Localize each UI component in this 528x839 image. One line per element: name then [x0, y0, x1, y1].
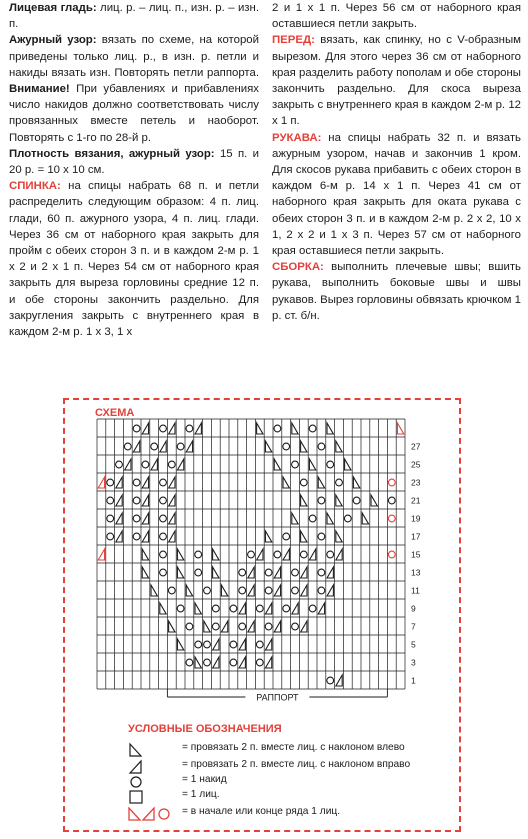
row-number-label: 13 [411, 567, 421, 578]
legend-title: УСЛОВНЫЕ ОБОЗНАЧЕНИЯ [128, 723, 282, 735]
edge-decrease-symbol [98, 477, 104, 488]
right-slant-decrease-symbol [142, 567, 148, 578]
yarn-over-symbol [168, 587, 175, 594]
row-number-label: 19 [411, 513, 421, 524]
right-slant-decrease-symbol [265, 531, 271, 542]
yarn-over-symbol [186, 623, 193, 630]
legend-text-knit: = 1 лиц. [182, 789, 220, 800]
yarn-over-symbol [256, 605, 263, 612]
heading-lace-pattern: Ажурный узор: [9, 34, 97, 47]
paragraph-back [9, 178, 259, 340]
row-number-label: 25 [411, 459, 421, 470]
left-slant-decrease-symbol [142, 531, 148, 542]
yarn-over-symbol [283, 605, 290, 612]
paragraph-front [272, 32, 521, 129]
right-slant-decrease-symbol [292, 423, 298, 434]
right-slant-decrease-symbol [345, 459, 351, 470]
left-slant-decrease-symbol [186, 441, 192, 452]
yarn-over-symbol [239, 623, 246, 630]
yarn-over-symbol [309, 515, 316, 522]
left-slant-decrease-symbol [169, 531, 175, 542]
left-slant-decrease-symbol [133, 441, 139, 452]
yarn-over-symbol [300, 551, 307, 558]
right-slant-decrease-symbol [274, 459, 280, 470]
paragraph-assembly [272, 259, 521, 324]
yarn-over-symbol [195, 551, 202, 558]
left-slant-decrease-symbol [239, 603, 245, 614]
legend-text-yarn-over: = 1 накид [182, 774, 227, 785]
left-slant-decrease-symbol [169, 495, 175, 506]
yarn-over-symbol [186, 425, 193, 432]
right-slant-decrease-symbol [301, 441, 307, 452]
yarn-over-symbol [107, 479, 114, 486]
text-gauge: 15 п. и 20 р. = 10 х 10 см. [9, 147, 259, 177]
right-slant-decrease-symbol [327, 513, 333, 524]
right-slant-decrease-symbol [301, 531, 307, 542]
yarn-over-symbol [204, 659, 211, 666]
yarn-over-symbol [212, 605, 219, 612]
yarn-over-symbol [160, 497, 167, 504]
yarn-over-symbol [292, 623, 299, 630]
yarn-over-symbol [151, 443, 158, 450]
left-slant-decrease-symbol [248, 585, 254, 596]
row-number-label: 23 [411, 477, 421, 488]
yarn-over-symbol [283, 443, 290, 450]
left-slant-decrease-icon [128, 758, 178, 774]
right-slant-decrease-symbol [336, 495, 342, 506]
right-slant-decrease-symbol [336, 531, 342, 542]
text-front: вязать, как спинку, но с V-образным вырезом. Для этого через 36 см от наборного края разделить работу пополам и обе стороны закончить раздельно. Для скоса выреза закрыть с внутреннего края в каждом 2-м р. 12 х 1 п. [272, 34, 521, 128]
warning-label: Внимание! [9, 83, 70, 96]
yarn-over-symbol [195, 569, 202, 576]
legend-text-left-slant: = провязать 2 п. вместе лиц. с наклоном вправо [182, 759, 411, 770]
yarn-over-symbol [239, 587, 246, 594]
legend-text-right-slant: = провязать 2 п. вместе лиц. с наклоном влево [182, 742, 405, 753]
right-slant-decrease-symbol [151, 585, 157, 596]
row-number-label: 1 [411, 675, 416, 686]
right-slant-decrease-symbol [318, 477, 324, 488]
left-slant-decrease-symbol [142, 477, 148, 488]
left-slant-decrease-symbol [169, 477, 175, 488]
left-text-column [9, 0, 259, 340]
yarn-over-symbol [107, 515, 114, 522]
yarn-over-symbol [318, 569, 325, 576]
left-slant-decrease-symbol [301, 585, 307, 596]
text-lace-warning: При убавлениях и прибавлениях число накидов должно соответствовать числу провязанных вместе петель и наоборот. Повторять с 1-го по 28-й р. [9, 83, 259, 144]
yarn-over-symbol [204, 587, 211, 594]
left-slant-decrease-symbol [292, 603, 298, 614]
right-slant-decrease-symbol [257, 423, 263, 434]
left-slant-decrease-symbol [265, 639, 271, 650]
legend-text-edge: = в начале или конце ряда 1 лиц. [182, 806, 341, 817]
heading-front: ПЕРЕД: [272, 34, 315, 47]
yarn-over-symbol [107, 497, 114, 504]
scheme-title: СХЕМА [95, 407, 135, 419]
text-stockinette: лиц. р. – лиц. п., изн. р. – изн. п. [9, 2, 259, 31]
right-slant-decrease-symbol [160, 603, 166, 614]
yarn-over-symbol [256, 659, 263, 666]
left-slant-decrease-symbol [318, 603, 324, 614]
left-slant-decrease-symbol [274, 621, 280, 632]
yarn-over-symbol [133, 479, 140, 486]
right-slant-decrease-symbol [371, 495, 377, 506]
right-slant-decrease-symbol [142, 549, 148, 560]
yarn-over-symbol [353, 497, 360, 504]
left-slant-decrease-symbol [239, 657, 245, 668]
heading-back: СПИНКА: [9, 180, 61, 193]
yarn-over-symbol [230, 641, 237, 648]
heading-assembly: СБОРКА: [272, 261, 324, 274]
left-slant-decrease-symbol [239, 639, 245, 650]
yarn-over-symbol [168, 461, 175, 468]
yarn-over-symbol [160, 533, 167, 540]
yarn-over-symbol [274, 551, 281, 558]
right-slant-decrease-symbol [213, 549, 219, 560]
left-slant-decrease-symbol [195, 423, 201, 434]
yarn-over-symbol [309, 425, 316, 432]
yarn-over-symbol [327, 551, 334, 558]
right-slant-decrease-symbol [221, 585, 227, 596]
edge-decrease-symbol [397, 423, 403, 434]
yarn-over-symbol [160, 569, 167, 576]
right-slant-decrease-symbol [301, 495, 307, 506]
left-slant-decrease-symbol [142, 513, 148, 524]
yarn-over-symbol [318, 497, 325, 504]
yarn-over-symbol [292, 461, 299, 468]
yarn-over-symbol [265, 623, 272, 630]
edge-yarn-over-symbol [388, 515, 395, 522]
left-slant-decrease-symbol [283, 549, 289, 560]
yarn-over-symbol [265, 587, 272, 594]
right-slant-decrease-symbol [204, 621, 210, 632]
left-slant-decrease-symbol [221, 621, 227, 632]
text-back-continued: 2 и 1 х 1 п. Через 56 см от наборного края оставшиеся петли закрыть. [272, 2, 521, 31]
yarn-over-symbol [160, 515, 167, 522]
right-slant-decrease-symbol [327, 423, 333, 434]
yarn-over-symbol [160, 479, 167, 486]
left-slant-decrease-symbol [169, 513, 175, 524]
text-lace-pattern: вязать по схеме, на которой приведены только лиц. р., в изн. р. петли и накиды вязать изн. Повторять петли раппорта. [9, 34, 259, 79]
yarn-over-symbol [160, 551, 167, 558]
yarn-over-symbol [265, 569, 272, 576]
left-slant-decrease-symbol [301, 621, 307, 632]
paragraph-gauge [9, 146, 259, 178]
rapport-label: РАППОРТ [256, 692, 299, 703]
left-slant-decrease-symbol [116, 531, 122, 542]
row-number-label: 15 [411, 549, 421, 560]
yarn-over-symbol [256, 641, 263, 648]
yarn-over-symbol [292, 587, 299, 594]
heading-sleeves: РУКАВА: [272, 131, 322, 144]
left-slant-decrease-symbol [257, 549, 263, 560]
edge-yarn-over-symbol [388, 551, 395, 558]
paragraph-stockinette [9, 0, 259, 32]
yarn-over-symbol [327, 677, 334, 684]
yarn-over-symbol [239, 569, 246, 576]
edge-yarn-over-symbol [388, 479, 395, 486]
yarn-over-symbol [195, 641, 202, 648]
yarn-over-symbol [388, 497, 395, 504]
left-slant-decrease-symbol [116, 513, 122, 524]
yarn-over-symbol [204, 641, 211, 648]
heading-gauge: Плотность вязания, ажурный узор: [9, 147, 215, 160]
left-slant-decrease-symbol [177, 459, 183, 470]
yarn-over-symbol [124, 443, 131, 450]
text-back: на спицы набрать 68 п. и петли распределить следующим образом: 4 п. лиц. глади, 60 п. ажурного узора, 4 п. лиц. глади. Через 36 см от наборного края закрыть для пройм с обеих сторон 3 п. и в каждом 2-м р. 1 х 2 и 2 х 1 п. Через 54 см от наборного края закрыть для выреза горловины средние 12 п. и обе стороны закончить раздельно. Для закругления закрыть с внутреннего края в каждом 2-м р. 1 х 3, 1 х [9, 180, 259, 339]
row-number-label: 9 [411, 603, 416, 614]
paragraph-back-continued [272, 0, 521, 32]
edge-decrease-symbol [98, 549, 104, 560]
yarn-over-symbol [133, 515, 140, 522]
yarn-over-icon [128, 773, 178, 789]
right-slant-decrease-symbol [309, 459, 315, 470]
left-slant-decrease-symbol [336, 675, 342, 686]
edge-knit-icon [128, 805, 178, 821]
right-slant-decrease-symbol [213, 567, 219, 578]
right-slant-decrease-symbol [283, 477, 289, 488]
row-number-label: 17 [411, 531, 421, 542]
knitting-chart [95, 405, 431, 705]
left-slant-decrease-symbol [301, 567, 307, 578]
yarn-over-symbol [292, 569, 299, 576]
left-slant-decrease-symbol [327, 567, 333, 578]
yarn-over-symbol [177, 605, 184, 612]
yarn-over-symbol [336, 479, 343, 486]
right-slant-decrease-symbol [292, 513, 298, 524]
left-slant-decrease-symbol [248, 621, 254, 632]
text-assembly: выполнить плечевые швы; вшить рукава, выполнить боковые швы и швы рукавов. Вырез горловины обвязать крючком 1 р. ст. б/н. [272, 261, 521, 322]
yarn-over-symbol [309, 605, 316, 612]
left-slant-decrease-symbol [265, 657, 271, 668]
right-slant-decrease-symbol [169, 621, 175, 632]
yarn-over-symbol [318, 533, 325, 540]
yarn-over-symbol [344, 515, 351, 522]
left-slant-decrease-symbol [160, 441, 166, 452]
right-slant-decrease-symbol [336, 441, 342, 452]
left-slant-decrease-symbol [151, 459, 157, 470]
heading-stockinette: Лицевая гладь: [9, 2, 97, 14]
yarn-over-symbol [160, 425, 167, 432]
row-number-label: 11 [411, 585, 420, 596]
right-slant-decrease-icon [128, 741, 178, 757]
yarn-over-symbol [283, 533, 290, 540]
right-slant-decrease-symbol [177, 567, 183, 578]
left-slant-decrease-symbol [169, 423, 175, 434]
yarn-over-symbol [107, 533, 114, 540]
yarn-over-symbol [177, 443, 184, 450]
yarn-over-symbol [133, 497, 140, 504]
yarn-over-symbol [133, 425, 140, 432]
left-slant-decrease-symbol [336, 549, 342, 560]
left-slant-decrease-symbol [116, 477, 122, 488]
yarn-over-symbol [230, 605, 237, 612]
right-slant-decrease-symbol [265, 441, 271, 452]
left-slant-decrease-symbol [142, 423, 148, 434]
left-slant-decrease-symbol [265, 603, 271, 614]
row-number-label: 21 [411, 495, 421, 506]
left-slant-decrease-symbol [274, 585, 280, 596]
yarn-over-symbol [142, 461, 149, 468]
text-sleeves: на спицы набрать 32 п. и вязать ажурным узором, начав и закончив 1 кром. Для скосов рукава прибавить с обеих сторон в каждом 6-м р. 14 х 1 п. Через 41 см от наборного края закрыть для оката рукава с обеих сторон 3 п. и в каждом 2-м р. 2 х 2, 10 х 1, 2 х 2 и 1 х 3 п. Через 57 см от наборного края оставшиеся петли закрыть. [272, 131, 521, 258]
right-slant-decrease-symbol [362, 513, 368, 524]
row-number-label: 5 [411, 639, 416, 650]
yarn-over-symbol [186, 659, 193, 666]
row-number-label: 27 [411, 441, 421, 452]
paragraph-lace-pattern [9, 32, 259, 145]
left-slant-decrease-symbol [116, 495, 122, 506]
row-number-label: 7 [411, 621, 416, 632]
right-slant-decrease-symbol [195, 657, 201, 668]
right-slant-decrease-symbol [177, 549, 183, 560]
left-slant-decrease-symbol [142, 495, 148, 506]
yarn-over-symbol [274, 425, 281, 432]
right-slant-decrease-symbol [195, 603, 201, 614]
right-slant-decrease-symbol [177, 639, 183, 650]
left-slant-decrease-symbol [248, 567, 254, 578]
yarn-over-symbol [318, 587, 325, 594]
knit-stitch-icon [128, 788, 178, 804]
yarn-over-symbol [300, 479, 307, 486]
yarn-over-symbol [212, 623, 219, 630]
paragraph-sleeves [272, 130, 521, 260]
yarn-over-symbol [116, 461, 123, 468]
yarn-over-symbol [248, 551, 255, 558]
yarn-over-symbol [318, 443, 325, 450]
left-slant-decrease-symbol [213, 657, 219, 668]
left-slant-decrease-symbol [327, 585, 333, 596]
yarn-over-symbol [327, 461, 334, 468]
row-number-label: 3 [411, 657, 416, 668]
yarn-over-symbol [133, 533, 140, 540]
left-slant-decrease-symbol [125, 459, 131, 470]
left-slant-decrease-symbol [274, 567, 280, 578]
left-slant-decrease-symbol [309, 549, 315, 560]
right-text-column [272, 0, 521, 324]
yarn-over-symbol [230, 659, 237, 666]
left-slant-decrease-symbol [213, 639, 219, 650]
right-slant-decrease-symbol [353, 477, 359, 488]
right-slant-decrease-symbol [186, 585, 192, 596]
